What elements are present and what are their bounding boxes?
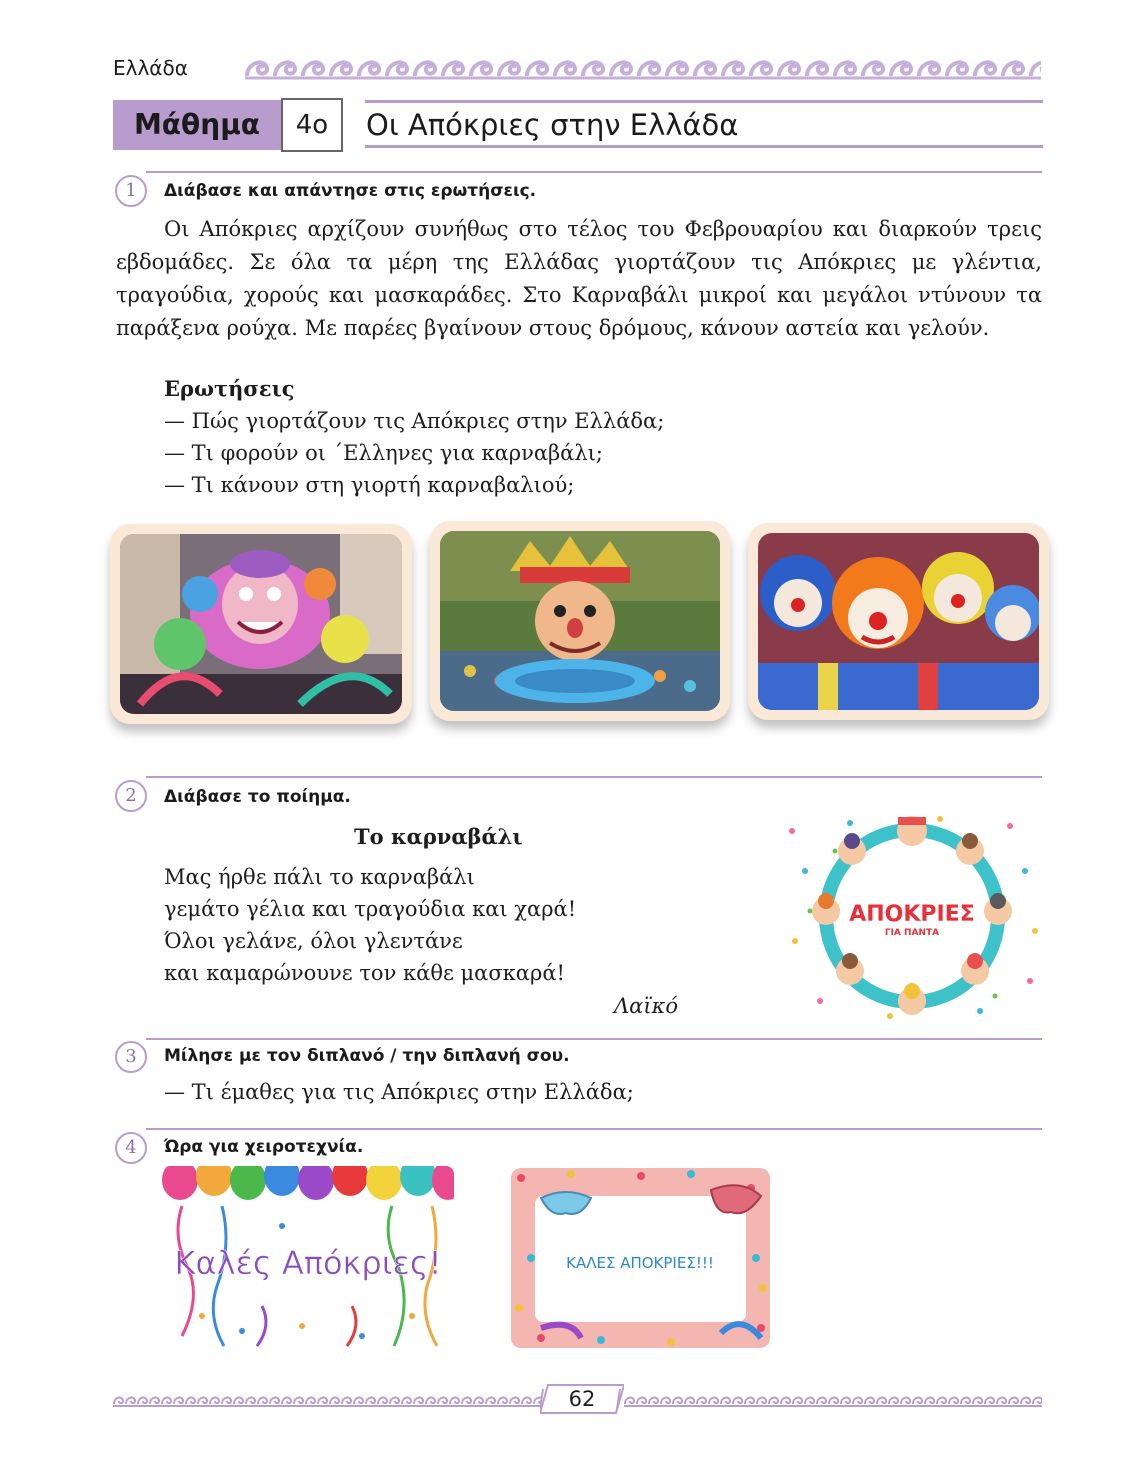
- apokries-children-illustration: [780, 811, 1042, 1021]
- lesson-title: Οι Απόκριες στην Ελλάδα: [366, 108, 739, 142]
- discussion-question: — Τι έμαθες για τις Απόκριες στην Ελλάδα;: [164, 1080, 634, 1104]
- photo-clowns: [748, 523, 1049, 720]
- country-label: Ελλάδα: [113, 56, 188, 80]
- section-1-number: 1: [115, 175, 147, 207]
- decorative-wave-border: [245, 52, 1041, 82]
- masks-card-greeting: ΚΑΛΕΣ ΑΠΟΚΡΙΕΣ!!!: [566, 1254, 714, 1272]
- poem-title: Το καρναβάλι: [354, 824, 523, 849]
- balloons-card-image: [162, 1166, 454, 1352]
- apokries-image-subtitle: ΓΙΑ ΠΑΝΤΑ: [884, 928, 940, 938]
- clowns-image: [758, 533, 1039, 710]
- footer-wave-right: [624, 1392, 1042, 1408]
- masks-card-image: [511, 1168, 770, 1348]
- section-4-instruction: Ώρα για χειροτεχνία.: [164, 1137, 364, 1157]
- questions-heading: Ερωτήσεις: [164, 376, 295, 401]
- poem-author: Λαϊκό: [614, 994, 678, 1018]
- footer-wave-left: [113, 1392, 541, 1408]
- poem-line: και καμαρώνουνε τον κάθε μασκαρά!: [164, 961, 565, 985]
- section-4-number: 4: [115, 1132, 147, 1164]
- reading-paragraph: [116, 213, 1042, 345]
- poem-line: γεμάτο γέλια και τραγούδια και χαρά!: [164, 897, 577, 921]
- lesson-label: Μάθημα: [113, 100, 281, 150]
- question-item: — Τι φορούν οι ΄Ελληνες για καρναβάλι;: [164, 441, 603, 465]
- apokries-children-image: [780, 811, 1042, 1021]
- apokries-image-title: ΑΠΟΚΡΙΕΣ: [849, 902, 975, 927]
- section-3-rule: [146, 1038, 1042, 1040]
- balloons-card-greeting: Καλές Απόκριες!: [174, 1244, 442, 1282]
- photo-carnival-float-1: [110, 524, 412, 724]
- craft-card-masks: [511, 1168, 770, 1348]
- poem-line: Μας ήρθε πάλι το καρναβάλι: [164, 865, 475, 889]
- section-3-instruction: Μίλησε με τον διπλανό / την διπλανή σου.: [164, 1046, 570, 1066]
- carnival-parade-image: [440, 531, 720, 711]
- question-item: — Πώς γιορτάζουν τις Απόκριες στην Ελλάδα;: [164, 409, 665, 433]
- page-number: 62: [568, 1387, 596, 1411]
- reading-text: Οι Απόκριες αρχίζουν συνήθως στο τέλος του Φεβρουαρίου και διαρκούν τρεις εβδομάδες. Σε όλα τα μέρη της Ελλάδας γιορτάζουν τις Απόκριες με γλέντια, τραγούδια, χορούς και μασκαράδες. Στο Καρναβάλι μικροί και μεγάλοι ντύνουν τα παράξενα ρούχα. Με παρέες βγαίνουν στους δρόμους, κάνουν αστεία και γελούν.: [116, 217, 1042, 340]
- poem-line: Όλοι γελάνε, όλοι γλεντάνε: [164, 929, 463, 953]
- carnival-float-image: [120, 534, 402, 714]
- section-2-instruction: Διάβασε το ποίημα.: [164, 787, 351, 807]
- lesson-header: [113, 100, 1043, 150]
- question-item: — Τι κάνουν στη γιορτή καρναβαλιού;: [164, 473, 575, 497]
- section-3-number: 3: [115, 1041, 147, 1073]
- section-4-rule: [146, 1128, 1042, 1130]
- craft-card-balloons: [162, 1166, 454, 1352]
- section-2-number: 2: [115, 780, 147, 812]
- section-1-instruction: Διάβασε και απάντησε στις ερωτήσεις.: [164, 181, 537, 201]
- section-1-rule: [146, 171, 1042, 173]
- lesson-number: 4ο: [281, 98, 343, 152]
- photo-carnival-float-2: [430, 521, 730, 721]
- section-2-rule: [146, 776, 1042, 778]
